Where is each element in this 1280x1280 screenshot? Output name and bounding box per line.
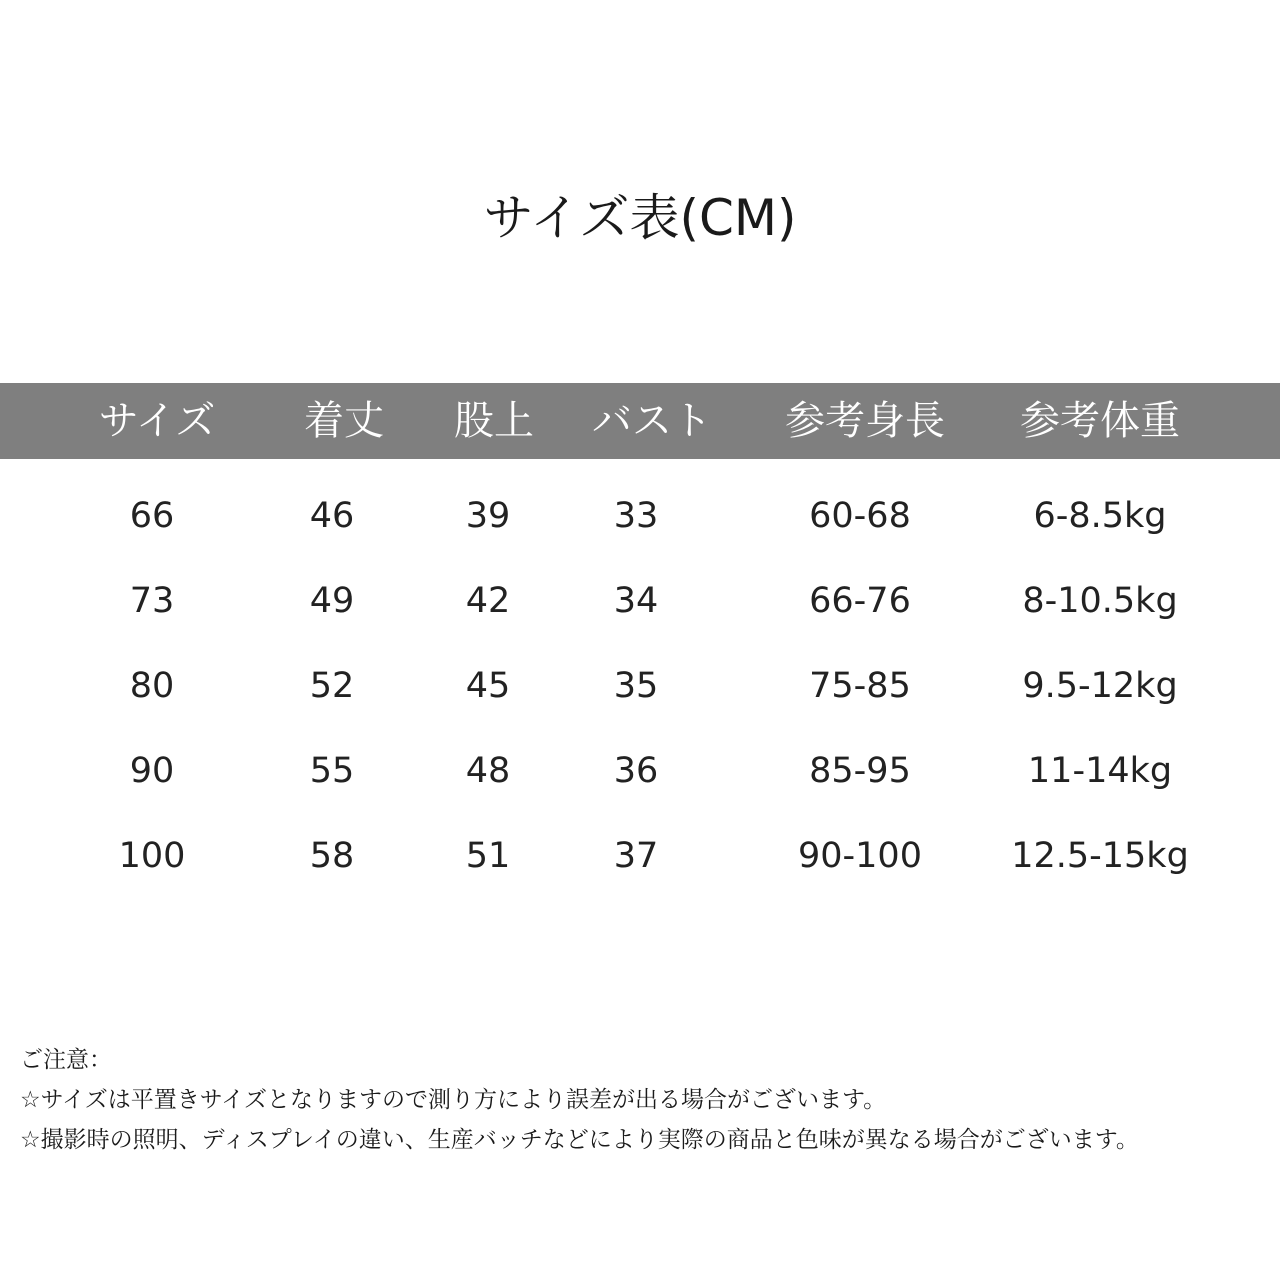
cell-weight: 11-14kg — [1027, 751, 1173, 791]
page-title: サイズ表(CM) — [483, 189, 797, 247]
column-header-rise: 股上 — [454, 398, 534, 444]
cell-bust: 34 — [613, 581, 659, 621]
cell-size: 73 — [129, 581, 175, 621]
cell-length: 49 — [309, 581, 355, 621]
column-header-weight: 参考体重 — [1020, 398, 1180, 444]
column-header-length: 着丈 — [304, 398, 384, 444]
cell-height: 75-85 — [809, 666, 911, 706]
table-row — [0, 486, 1280, 546]
cell-size: 66 — [129, 496, 175, 536]
cell-size: 90 — [129, 751, 175, 791]
cell-height: 60-68 — [809, 496, 911, 536]
cell-rise: 42 — [465, 581, 511, 621]
cell-rise: 48 — [465, 751, 511, 791]
cell-height: 90-100 — [798, 836, 922, 876]
column-header-bust: バスト — [592, 398, 712, 444]
table-row — [0, 826, 1280, 886]
notes-heading: ご注意： — [20, 1047, 112, 1073]
note-line: ☆撮影時の照明、ディスプレイの違い、生産バッチなどにより実際の商品と色味が異なる場合がございます。 — [20, 1127, 1139, 1153]
cell-rise: 39 — [465, 496, 511, 536]
cell-height: 66-76 — [809, 581, 911, 621]
table-header — [0, 383, 1280, 459]
notes-section — [20, 1040, 1270, 1160]
cell-length: 46 — [309, 496, 355, 536]
cell-weight: 12.5-15kg — [1011, 836, 1189, 876]
cell-size: 100 — [118, 836, 186, 876]
cell-height: 85-95 — [809, 751, 911, 791]
cell-length: 55 — [309, 751, 355, 791]
cell-rise: 51 — [465, 836, 511, 876]
cell-size: 80 — [129, 666, 175, 706]
table-row — [0, 656, 1280, 716]
column-header-height: 参考身長 — [785, 398, 945, 444]
cell-weight: 9.5-12kg — [1022, 666, 1178, 706]
cell-rise: 45 — [465, 666, 511, 706]
cell-length: 52 — [309, 666, 355, 706]
cell-weight: 8-10.5kg — [1022, 581, 1178, 621]
cell-weight: 6-8.5kg — [1033, 496, 1167, 536]
cell-bust: 36 — [613, 751, 659, 791]
cell-length: 58 — [309, 836, 355, 876]
cell-bust: 37 — [613, 836, 659, 876]
column-header-size: サイズ — [98, 398, 216, 444]
table-row — [0, 741, 1280, 801]
note-line: ☆サイズは平置きサイズとなりますので測り方により誤差が出る場合がございます。 — [20, 1087, 887, 1113]
cell-bust: 35 — [613, 666, 659, 706]
cell-bust: 33 — [613, 496, 659, 536]
table-row — [0, 571, 1280, 631]
